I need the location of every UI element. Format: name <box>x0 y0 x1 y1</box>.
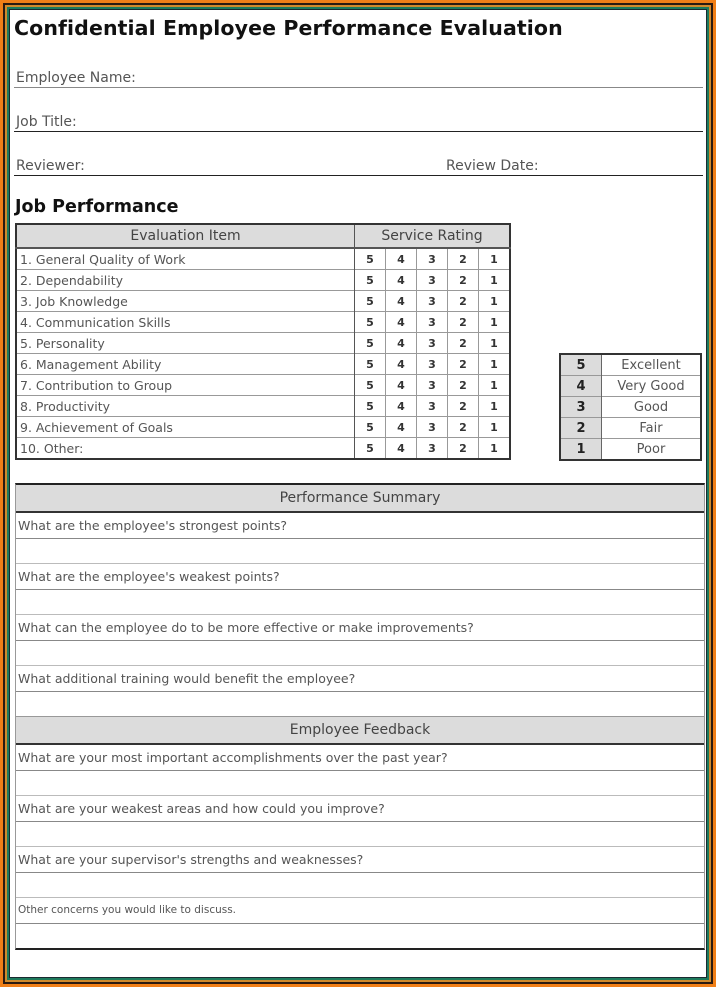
question-label: What are the employee's weakest points? <box>16 564 704 590</box>
legend-row <box>560 354 701 376</box>
rating-option-4[interactable]: 4 <box>386 248 417 270</box>
employee-name-label: Employee Name: <box>16 70 136 86</box>
evaluation-item: 9. Achievement of Goals <box>16 417 355 438</box>
rating-option-3[interactable]: 3 <box>417 312 448 333</box>
rating-option-3[interactable]: 3 <box>417 396 448 417</box>
summary-feedback-box <box>15 483 705 950</box>
legend-value: 2 <box>560 418 602 439</box>
rating-option-4[interactable]: 4 <box>386 396 417 417</box>
table-row <box>16 270 510 291</box>
header-service-rating: Service Rating <box>355 224 511 248</box>
rating-option-1[interactable]: 1 <box>479 270 511 291</box>
legend-value: 1 <box>560 439 602 461</box>
rating-option-1[interactable]: 1 <box>479 417 511 438</box>
legend-value: 4 <box>560 376 602 397</box>
evaluation-item: 6. Management Ability <box>16 354 355 375</box>
table-row <box>16 312 510 333</box>
rating-option-3[interactable]: 3 <box>417 354 448 375</box>
rating-option-5[interactable]: 5 <box>355 354 386 375</box>
evaluation-item: 5. Personality <box>16 333 355 354</box>
form-page <box>10 10 706 977</box>
rating-option-3[interactable]: 3 <box>417 291 448 312</box>
rating-option-4[interactable]: 4 <box>386 438 417 460</box>
answer-field[interactable] <box>16 822 704 847</box>
rating-option-1[interactable]: 1 <box>479 438 511 460</box>
rating-option-5[interactable]: 5 <box>355 291 386 312</box>
table-row <box>16 291 510 312</box>
rating-option-2[interactable]: 2 <box>448 333 479 354</box>
rating-option-4[interactable]: 4 <box>386 354 417 375</box>
legend-row <box>560 397 701 418</box>
rating-option-5[interactable]: 5 <box>355 333 386 354</box>
answer-field[interactable] <box>16 590 704 615</box>
table-row <box>16 354 510 375</box>
employee-feedback-header: Employee Feedback <box>16 716 704 745</box>
question-label: What are the employee's strongest points? <box>16 513 704 539</box>
rating-option-2[interactable]: 2 <box>448 417 479 438</box>
rating-option-2[interactable]: 2 <box>448 291 479 312</box>
rating-option-4[interactable]: 4 <box>386 417 417 438</box>
job-performance-table <box>15 223 511 460</box>
answer-field[interactable] <box>16 771 704 796</box>
rating-option-2[interactable]: 2 <box>448 396 479 417</box>
rating-option-5[interactable]: 5 <box>355 396 386 417</box>
performance-summary-header: Performance Summary <box>16 485 704 513</box>
rating-option-5[interactable]: 5 <box>355 248 386 270</box>
rating-option-2[interactable]: 2 <box>448 375 479 396</box>
job-title-field[interactable] <box>14 111 703 132</box>
question-label: What are your weakest areas and how could you improve? <box>16 796 704 822</box>
header-evaluation-item: Evaluation Item <box>16 224 355 248</box>
rating-option-1[interactable]: 1 <box>479 375 511 396</box>
rating-option-2[interactable]: 2 <box>448 270 479 291</box>
evaluation-item: 7. Contribution to Group <box>16 375 355 396</box>
legend-row <box>560 439 701 461</box>
evaluation-item: 3. Job Knowledge <box>16 291 355 312</box>
legend-value: 5 <box>560 354 602 376</box>
rating-option-5[interactable]: 5 <box>355 417 386 438</box>
legend-row <box>560 418 701 439</box>
rating-option-2[interactable]: 2 <box>448 438 479 460</box>
employee-name-field[interactable] <box>14 67 703 88</box>
rating-option-5[interactable]: 5 <box>355 438 386 460</box>
legend-label: Very Good <box>602 376 702 397</box>
job-title-label: Job Title: <box>16 114 77 130</box>
review-date-label: Review Date: <box>446 158 539 174</box>
rating-option-4[interactable]: 4 <box>386 270 417 291</box>
rating-option-1[interactable]: 1 <box>479 396 511 417</box>
reviewer-label: Reviewer: <box>16 158 85 174</box>
form-title: Confidential Employee Performance Evaluation <box>14 16 563 40</box>
answer-field[interactable] <box>16 692 704 716</box>
evaluation-item: 8. Productivity <box>16 396 355 417</box>
table-row <box>16 438 510 460</box>
rating-option-2[interactable]: 2 <box>448 248 479 270</box>
rating-legend <box>559 353 702 461</box>
question-label: What are your most important accomplishments over the past year? <box>16 745 704 771</box>
rating-option-1[interactable]: 1 <box>479 248 511 270</box>
evaluation-item: 10. Other: <box>16 438 355 460</box>
answer-field[interactable] <box>16 924 704 948</box>
rating-option-4[interactable]: 4 <box>386 333 417 354</box>
table-row <box>16 417 510 438</box>
rating-option-2[interactable]: 2 <box>448 312 479 333</box>
rating-option-4[interactable]: 4 <box>386 312 417 333</box>
legend-label: Excellent <box>621 357 681 373</box>
legend-label: Good <box>602 397 702 418</box>
answer-field[interactable] <box>16 873 704 898</box>
answer-field[interactable] <box>16 641 704 666</box>
question-label: What can the employee do to be more effective or make improvements? <box>16 615 704 641</box>
legend-value: 3 <box>560 397 602 418</box>
legend-label: Fair <box>602 418 702 439</box>
rating-option-5[interactable]: 5 <box>355 375 386 396</box>
rating-option-3[interactable]: 3 <box>417 417 448 438</box>
evaluation-item: 4. Communication Skills <box>16 312 355 333</box>
rating-option-1[interactable]: 1 <box>479 312 511 333</box>
question-label: What additional training would benefit the employee? <box>16 666 704 692</box>
rating-option-3[interactable]: 3 <box>417 333 448 354</box>
table-row <box>16 248 510 270</box>
rating-option-4[interactable]: 4 <box>386 375 417 396</box>
rating-option-3[interactable]: 3 <box>417 270 448 291</box>
table-row <box>16 375 510 396</box>
table-row <box>16 396 510 417</box>
legend-label: Poor <box>602 439 702 461</box>
answer-field[interactable] <box>16 539 704 564</box>
reviewer-field[interactable] <box>14 155 703 176</box>
rating-option-5[interactable]: 5 <box>355 270 386 291</box>
rating-option-1[interactable]: 1 <box>479 291 511 312</box>
legend-row <box>560 376 701 397</box>
evaluation-item: 1. General Quality of Work <box>16 248 355 270</box>
rating-option-1[interactable]: 1 <box>479 333 511 354</box>
question-label: What are your supervisor's strengths and weaknesses? <box>16 847 704 873</box>
rating-option-3[interactable]: 3 <box>417 438 448 460</box>
rating-option-1[interactable]: 1 <box>479 354 511 375</box>
table-row <box>16 333 510 354</box>
evaluation-item: 2. Dependability <box>16 270 355 291</box>
job-performance-title: Job Performance <box>15 197 179 217</box>
rating-option-3[interactable]: 3 <box>417 375 448 396</box>
rating-option-5[interactable]: 5 <box>355 312 386 333</box>
question-label: Other concerns you would like to discuss. <box>16 898 704 924</box>
rating-option-2[interactable]: 2 <box>448 354 479 375</box>
rating-option-3[interactable]: 3 <box>417 248 448 270</box>
rating-option-4[interactable]: 4 <box>386 291 417 312</box>
